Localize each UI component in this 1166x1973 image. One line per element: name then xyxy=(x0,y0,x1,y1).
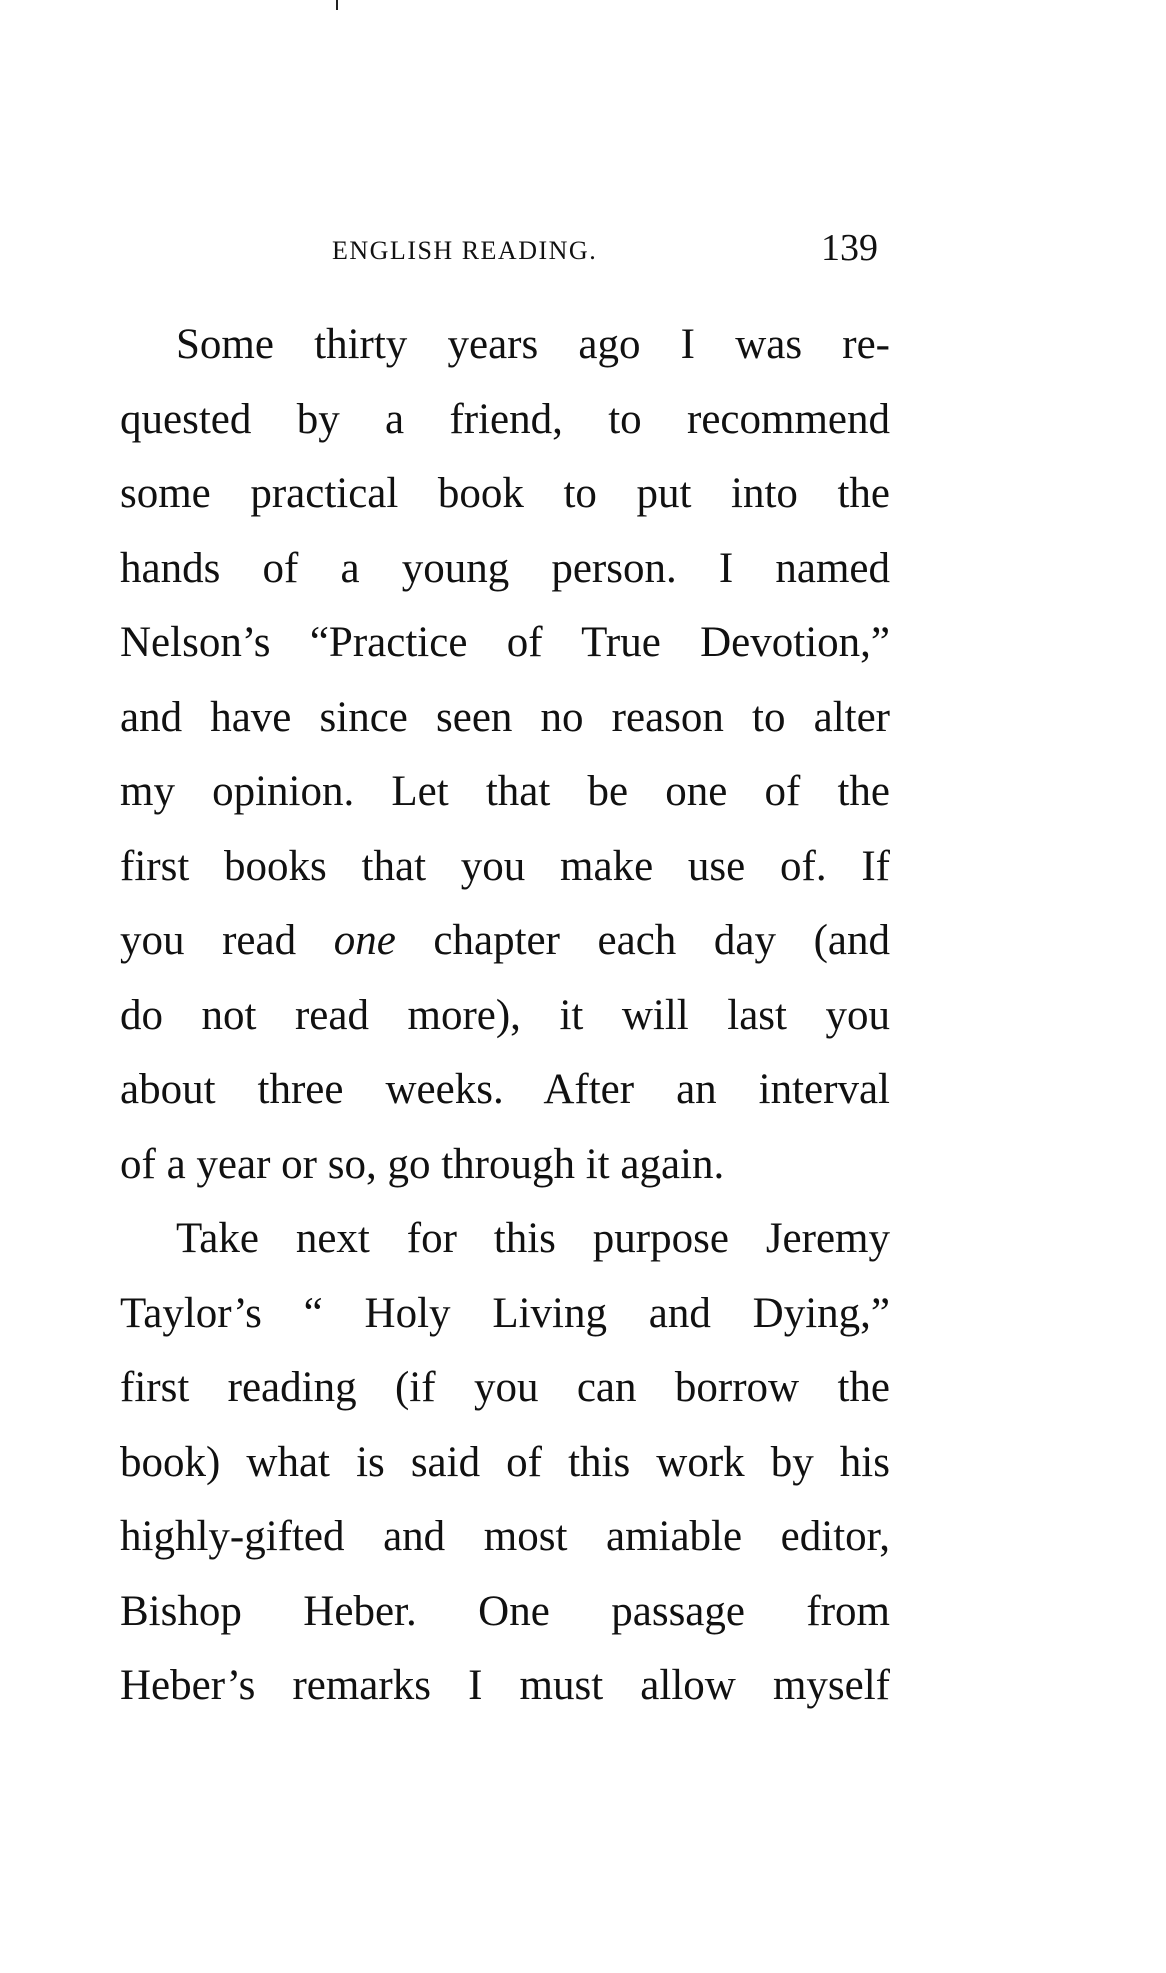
text-line: Bishop Heber. One passage from xyxy=(120,1587,890,1635)
text-line: quested by a friend, to recommend xyxy=(120,395,890,443)
text-segment: you read xyxy=(120,917,334,964)
running-title: ENGLISH READING. xyxy=(332,236,598,265)
text-line: about three weeks. After an interval xyxy=(120,1066,890,1113)
italic-emphasis: one xyxy=(333,917,396,964)
text-line: Nelson’s “Practice of True Devotion,” xyxy=(120,619,890,666)
text-line: Taylor’s “ Holy Living and Dying,” xyxy=(120,1289,890,1337)
text-line: my opinion. Let that be one of the xyxy=(120,768,890,815)
text-line: Heber’s remarks I must allow myself xyxy=(120,1662,890,1709)
page-header xyxy=(120,222,890,282)
text-line: Some thirty years ago I was re- xyxy=(176,321,890,368)
text-line xyxy=(120,904,890,979)
body-text xyxy=(120,308,890,1724)
text-line: first books that you make use of. If xyxy=(120,842,890,890)
text-line: Take next for this purpose Jeremy xyxy=(176,1215,890,1262)
stray-ink-mark xyxy=(336,0,338,10)
text-line: first reading (if you can borrow the xyxy=(120,1364,890,1411)
paragraph xyxy=(120,308,890,1202)
text-segment: chapter each day (and xyxy=(395,917,890,964)
paragraph xyxy=(120,1202,890,1724)
text-line: hands of a young person. I named xyxy=(120,544,890,592)
page-number: 139 xyxy=(821,227,878,269)
text-line: do not read more), it will last you xyxy=(120,991,890,1039)
text-line: book) what is said of this work by his xyxy=(120,1438,890,1486)
text-line: some practical book to put into the xyxy=(120,470,890,517)
text-line: of a year or so, go through it again. xyxy=(120,1140,725,1188)
text-line: and have since seen no reason to alter xyxy=(120,693,890,741)
text-line: highly-gifted and most amiable editor, xyxy=(120,1513,890,1560)
